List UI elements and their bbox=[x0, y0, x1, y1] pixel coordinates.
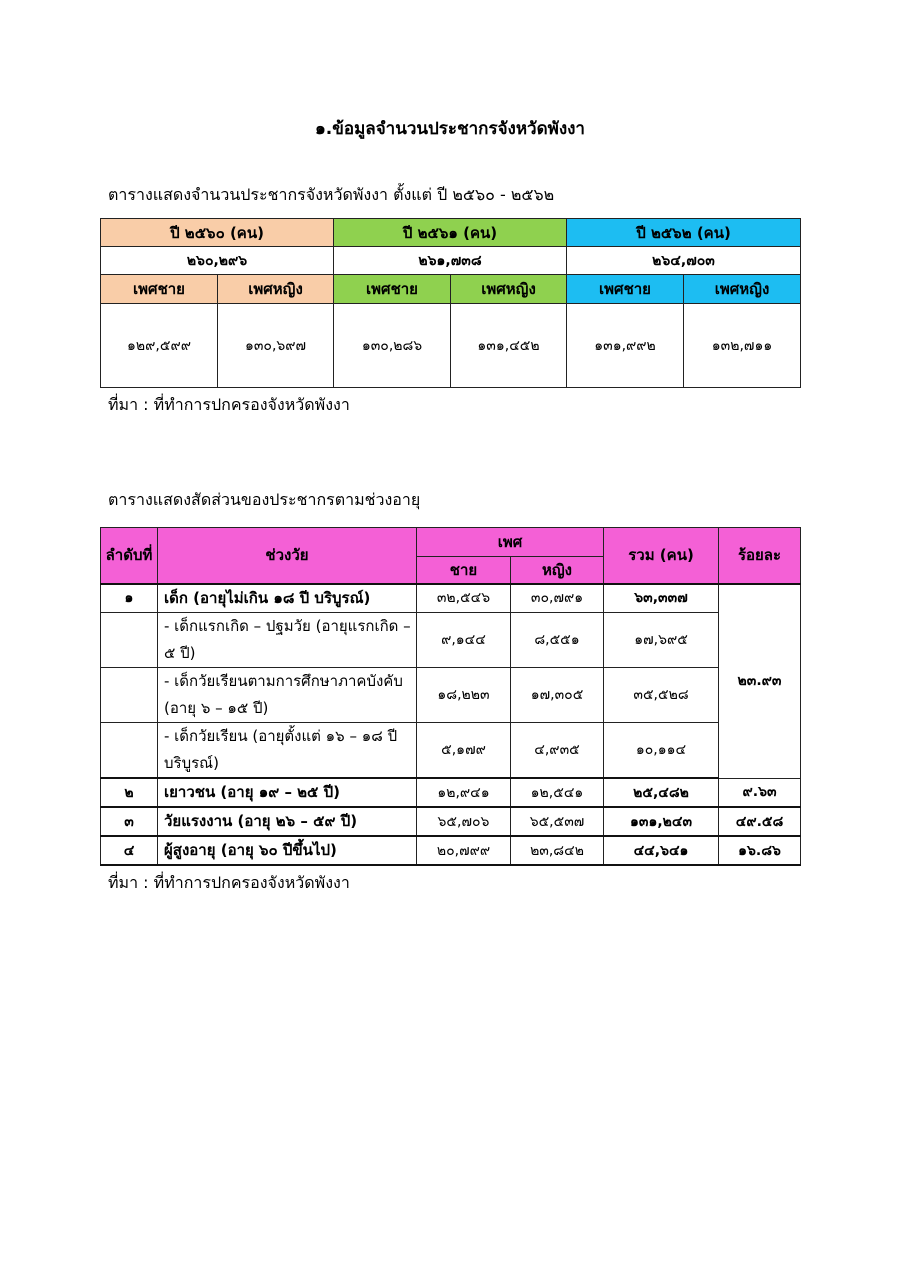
table1-caption: ตารางแสดงจำนวนประชากรจังหวัดพังงา ตั้งแต่ ปี ๒๕๖๐ - ๒๕๖๒ bbox=[108, 185, 555, 204]
row-female: ๖๕,๕๓๗ bbox=[511, 807, 604, 836]
year-2562-female-header: เพศหญิง bbox=[684, 275, 801, 304]
year-2561-male-header: เพศชาย bbox=[334, 275, 451, 304]
row-female: ๑๒,๕๔๑ bbox=[511, 778, 604, 807]
year-2561-total: ๒๖๑,๗๓๘ bbox=[334, 247, 567, 275]
year-2560-male-header: เพศชาย bbox=[101, 275, 218, 304]
row-label: - เด็กวัยเรียน (อายุตั้งแต่ ๑๖ – ๑๘ ปี บริบูรณ์) bbox=[158, 722, 417, 778]
row-female: ๔,๙๓๕ bbox=[511, 722, 604, 778]
row-order: ๒ bbox=[101, 778, 158, 807]
table-row bbox=[101, 836, 801, 865]
row-male: ๖๕,๗๐๖ bbox=[417, 807, 511, 836]
table-row bbox=[101, 722, 801, 778]
row-order: ๓ bbox=[101, 807, 158, 836]
year-header-row bbox=[101, 219, 801, 247]
table-row bbox=[101, 778, 801, 807]
page-title: ๑.ข้อมูลจำนวนประชากรจังหวัดพังงา bbox=[315, 119, 585, 139]
row-female: ๑๗,๓๐๕ bbox=[511, 667, 604, 722]
year-2561-female-value: ๑๓๑,๔๕๒ bbox=[451, 304, 567, 388]
table2-caption: ตารางแสดงสัดส่วนของประชากรตามช่วงอายุ bbox=[108, 490, 421, 509]
row-order: ๑ bbox=[101, 584, 158, 613]
total-row bbox=[101, 247, 801, 275]
sex-header: เพศ bbox=[417, 528, 604, 557]
year-2561-header: ปี ๒๕๖๑ (คน) bbox=[334, 219, 567, 247]
row-total: ๑๓๑,๒๔๓ bbox=[604, 807, 719, 836]
row-order bbox=[101, 667, 158, 722]
table-row bbox=[101, 584, 801, 613]
table-row bbox=[101, 807, 801, 836]
year-2560-header: ปี ๒๕๖๐ (คน) bbox=[101, 219, 334, 247]
row-label: ผู้สูงอายุ (อายุ ๖๐ ปีขึ้นไป) bbox=[158, 836, 417, 865]
year-2562-total: ๒๖๔,๗๐๓ bbox=[567, 247, 801, 275]
row-label: วัยแรงงาน (อายุ ๒๖ – ๕๙ ปี) bbox=[158, 807, 417, 836]
row-percent: ๔๙.๕๘ bbox=[719, 807, 801, 836]
year-2562-male-value: ๑๓๑,๙๙๒ bbox=[567, 304, 684, 388]
row-total: ๔๔,๖๔๑ bbox=[604, 836, 719, 865]
age-header-row-1 bbox=[101, 528, 801, 557]
row-label: เด็ก (อายุไม่เกิน ๑๘ ปี บริบูรณ์) bbox=[158, 584, 417, 613]
percent-header: ร้อยละ bbox=[719, 528, 801, 584]
year-2562-male-header: เพศชาย bbox=[567, 275, 684, 304]
age-range-header: ช่วงวัย bbox=[158, 528, 417, 584]
row-male: ๑๘,๒๒๓ bbox=[417, 667, 511, 722]
population-by-age-table bbox=[100, 527, 801, 866]
row-total: ๖๓,๓๓๗ bbox=[604, 584, 719, 613]
year-2561-female-header: เพศหญิง bbox=[451, 275, 567, 304]
row-label: - เด็กวัยเรียนตามการศึกษาภาคบังคับ (อายุ ๖ – ๑๕ ปี) bbox=[158, 667, 417, 722]
row-female: ๓๐,๗๙๑ bbox=[511, 584, 604, 613]
year-2561-male-value: ๑๓๐,๒๘๖ bbox=[334, 304, 451, 388]
table-row bbox=[101, 612, 801, 667]
row-order: ๔ bbox=[101, 836, 158, 865]
row-order bbox=[101, 722, 158, 778]
year-2560-male-value: ๑๒๙,๕๙๙ bbox=[101, 304, 218, 388]
row-female: ๘,๕๕๑ bbox=[511, 612, 604, 667]
table2-source: ที่มา : ที่ทำการปกครองจังหวัดพังงา bbox=[108, 873, 350, 892]
row-label: เยาวชน (อายุ ๑๙ – ๒๕ ปี) bbox=[158, 778, 417, 807]
row-total: ๓๕,๕๒๘ bbox=[604, 667, 719, 722]
year-2560-female-header: เพศหญิง bbox=[218, 275, 334, 304]
row-male: ๑๒,๙๔๑ bbox=[417, 778, 511, 807]
row-total: ๒๕,๔๘๒ bbox=[604, 778, 719, 807]
year-2562-female-value: ๑๓๒,๗๑๑ bbox=[684, 304, 801, 388]
table1-source: ที่มา : ที่ทำการปกครองจังหวัดพังงา bbox=[108, 395, 350, 414]
row-total: ๑๗,๖๙๕ bbox=[604, 612, 719, 667]
sex-header-row bbox=[101, 275, 801, 304]
year-2562-header: ปี ๒๕๖๒ (คน) bbox=[567, 219, 801, 247]
row-percent: ๙.๖๓ bbox=[719, 778, 801, 807]
male-header: ชาย bbox=[417, 557, 511, 584]
row-male: ๒๐,๗๙๙ bbox=[417, 836, 511, 865]
female-header: หญิง bbox=[511, 557, 604, 584]
values-row bbox=[101, 304, 801, 388]
row-order bbox=[101, 612, 158, 667]
row-female: ๒๓,๘๔๒ bbox=[511, 836, 604, 865]
row-total: ๑๐,๑๑๔ bbox=[604, 722, 719, 778]
row-percent: ๒๓.๙๓ bbox=[719, 584, 801, 779]
row-percent: ๑๖.๘๖ bbox=[719, 836, 801, 865]
total-header: รวม (คน) bbox=[604, 528, 719, 584]
population-by-year-table bbox=[100, 218, 801, 388]
row-male: ๓๒,๕๔๖ bbox=[417, 584, 511, 613]
order-header: ลำดับที่ bbox=[101, 528, 158, 584]
row-label: - เด็กแรกเกิด – ปฐมวัย (อายุแรกเกิด – ๕ ปี) bbox=[158, 612, 417, 667]
table-row bbox=[101, 667, 801, 722]
row-male: ๕,๑๗๙ bbox=[417, 722, 511, 778]
year-2560-female-value: ๑๓๐,๖๙๗ bbox=[218, 304, 334, 388]
year-2560-total: ๒๖๐,๒๙๖ bbox=[101, 247, 334, 275]
row-male: ๙,๑๔๔ bbox=[417, 612, 511, 667]
